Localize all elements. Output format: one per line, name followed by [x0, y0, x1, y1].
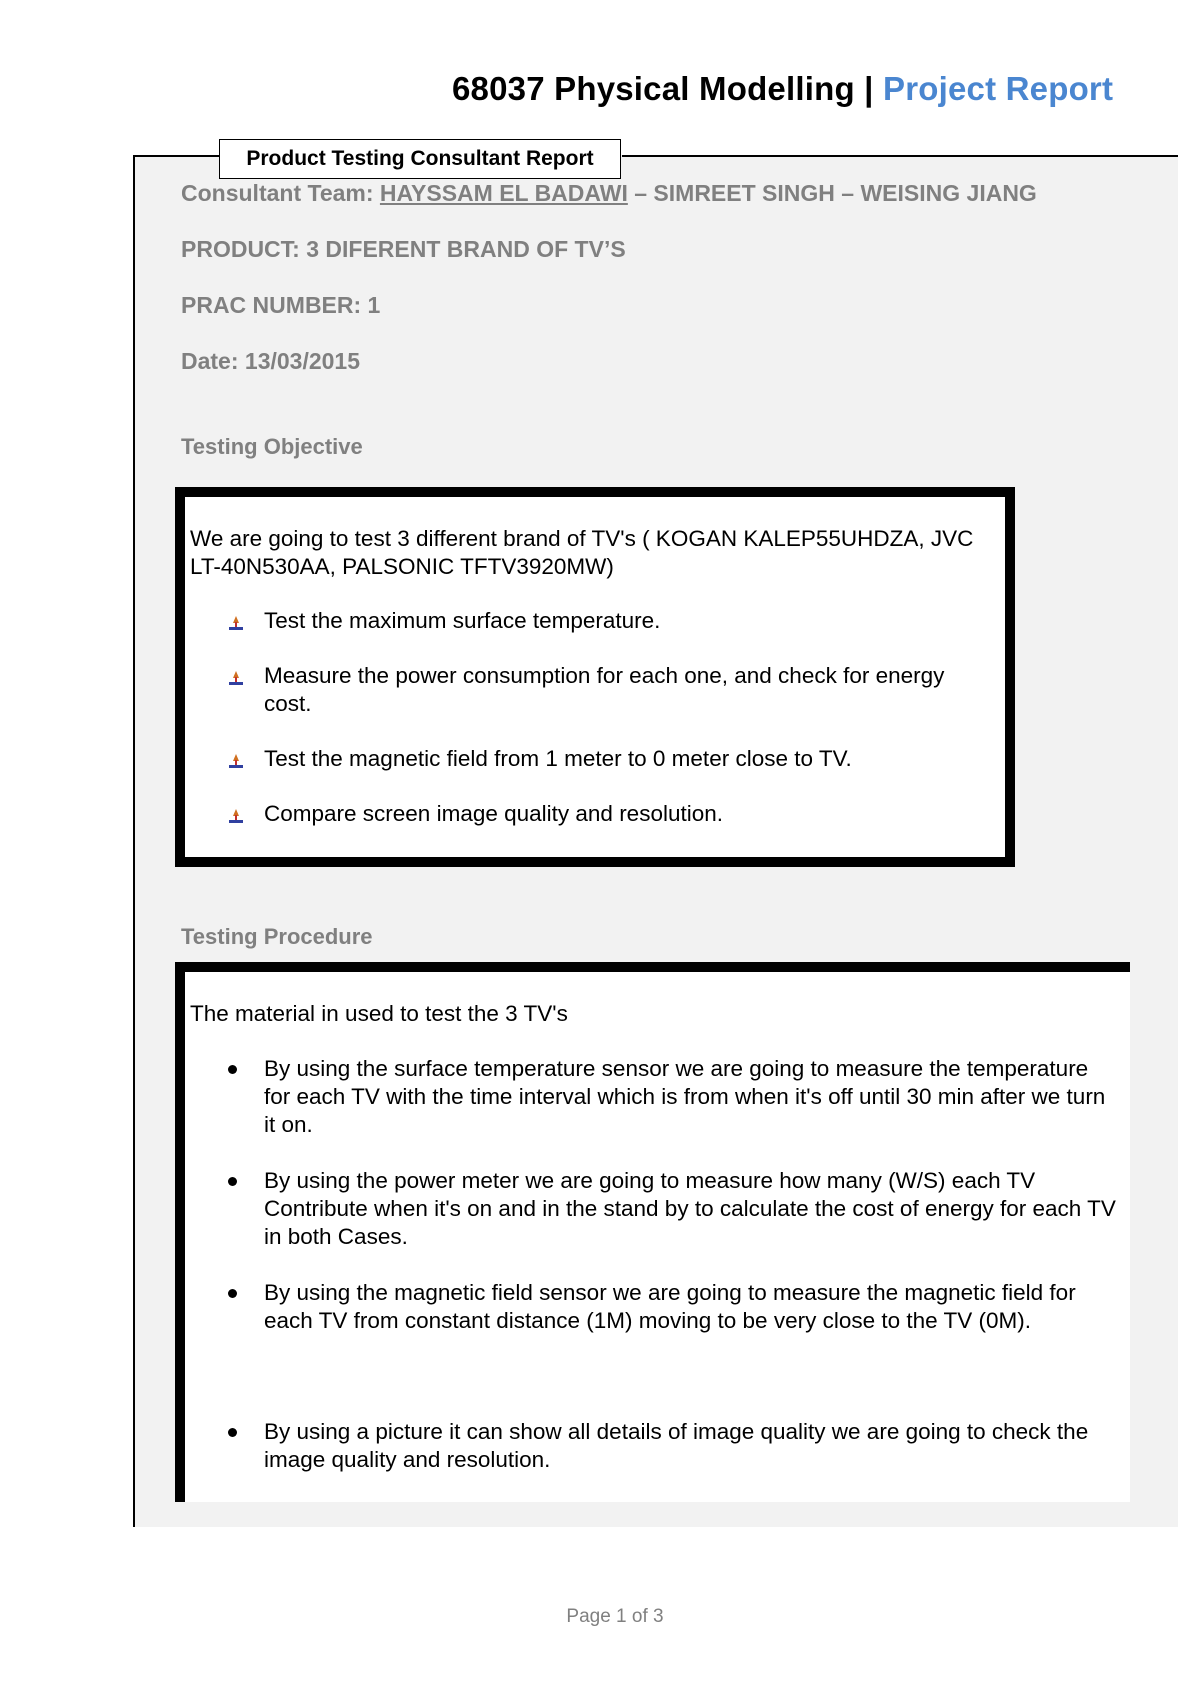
header-subtitle: Project Report	[882, 70, 1114, 107]
team-label: Consultant Team:	[181, 180, 374, 206]
consultant-team	[181, 180, 1037, 207]
prac-number: PRAC NUMBER: 1	[181, 292, 381, 318]
procedure-intro: The material in used to test the 3 TV's	[190, 1001, 568, 1026]
arrow-bullet-icon	[229, 616, 243, 632]
procedure-item: By using the power meter we are going to measure how many (W/S) each TV Contribute when it's on and in the stand by to calculate the cost of energy for each TV in both Cases.	[264, 1168, 1116, 1249]
objective-title: Testing Objective	[181, 434, 363, 459]
report-date: Date: 13/03/2015	[181, 348, 361, 374]
procedure-item: By using the magnetic field sensor we are going to measure the magnetic field for each TV from constant distance (1M) moving to be very close to the TV (0M).	[264, 1280, 1076, 1333]
frame-border-left	[133, 155, 135, 1527]
procedure-item: By using a picture it can show all details of image quality we are going to check the image quality and resolution.	[264, 1419, 1089, 1472]
product-line: PRODUCT: 3 DIFERENT BRAND OF TV’S	[181, 236, 626, 262]
page-header	[452, 70, 1113, 108]
objective-item: Compare screen image quality and resolution.	[264, 801, 723, 826]
frame-border-top	[622, 155, 1178, 157]
team-members: – SIMREET SINGH – WEISING JIANG	[634, 180, 1037, 206]
bullet-dot-icon	[228, 1065, 237, 1074]
header-title: 68037 Physical Modelling |	[452, 70, 874, 107]
arrow-bullet-icon	[229, 809, 243, 825]
frame-border-top	[133, 155, 220, 157]
objective-item: Measure the power consumption for each one, and check for energy cost.	[264, 663, 945, 716]
page-number: Page 1 of 3	[566, 1606, 664, 1627]
bullet-dot-icon	[228, 1177, 237, 1186]
bullet-dot-icon	[228, 1289, 237, 1298]
procedure-title: Testing Procedure	[181, 924, 373, 949]
bullet-dot-icon	[228, 1428, 237, 1437]
team-member-lead: HAYSSAM EL BADAWI	[379, 180, 628, 206]
arrow-bullet-icon	[229, 754, 243, 770]
procedure-item: By using the surface temperature sensor we are going to measure the temperature for each TV with the time interval which is from when it's off until 30 min after we turn it on.	[264, 1056, 1106, 1137]
arrow-bullet-icon	[229, 671, 243, 687]
objective-item: Test the maximum surface temperature.	[264, 608, 661, 633]
objective-intro: We are going to test 3 different brand of TV's ( KOGAN KALEP55UHDZA, JVC LT-40N530AA, PALSONIC TFTV3920MW)	[190, 526, 974, 579]
report-legend: Product Testing Consultant Report	[219, 139, 621, 179]
objective-item: Test the magnetic field from 1 meter to 0 meter close to TV.	[264, 746, 852, 771]
